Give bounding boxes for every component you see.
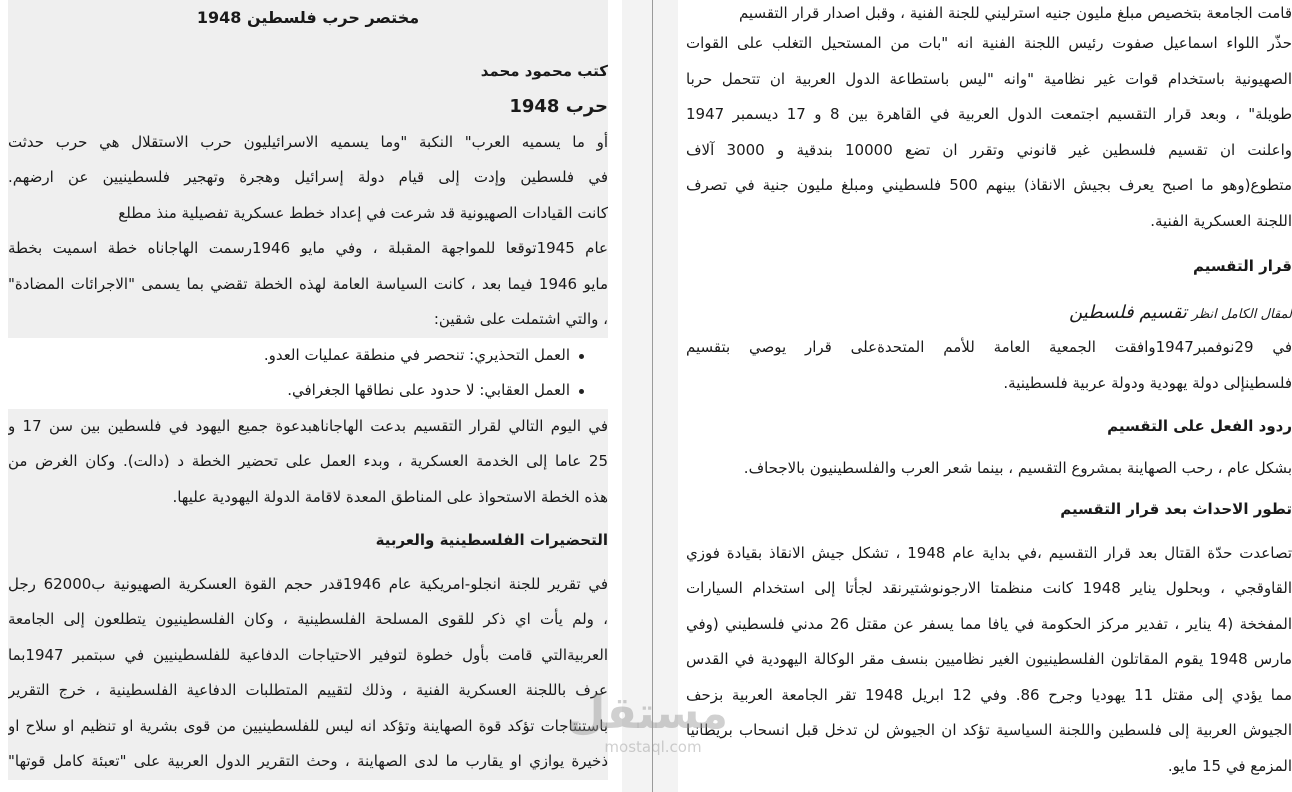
page-gutter xyxy=(622,0,678,792)
left-shaded-block-2 xyxy=(8,409,608,780)
author-line: كتب محمود محمد xyxy=(480,61,608,80)
paragraph-line: المزمع في 15 مايو. xyxy=(1167,756,1292,775)
paragraph-line: عام 1945توقعا للمواجهة المقبلة ، وفي مايو 1946رسمت الهاجاناه خطة اسميت بخطة xyxy=(8,239,608,257)
paragraph-line: تصاعدت حدّة القتال بعد قرار التقسيم ،في بداية عام 1948 ، تشكل جيش الانقاذ بقيادة فوزي xyxy=(686,543,1292,562)
bullet-icon xyxy=(579,354,584,359)
paragraph-line: باستنتاجات تؤكد قوة الصهاينة وتؤكد انه ليس للفلسطينيين من قوى بشرية او تنظيم او سلاح او xyxy=(8,716,608,735)
bullet-text: العمل التحذيري: تنحصر في منطقة عمليات العدو. xyxy=(263,345,570,364)
right-page-content xyxy=(686,0,1292,784)
paragraph-line: أو ما يسميه العرب" النكبة "وما يسميه الاسرائيليون حرب الاستقلال هي حرب حدثت xyxy=(8,132,608,151)
paragraph-line: مايو 1946 فيما بعد ، كانت السياسة العامة لهذه الخطة تقضي بما يسمى "الاجرائات المضادة" xyxy=(8,274,608,293)
paragraph-line: فلسطينإلى دولة يهودية ودولة عربية فلسطينية. xyxy=(1003,373,1292,392)
heading-partition: قرار التقسيم xyxy=(1193,257,1292,275)
document-page-left xyxy=(0,0,622,792)
paragraph-line: العربيةالتي قامت بأول خطوة لتوفير الاحتياجات الدفاعية للفلسطينيين في سبتمبر 1947بما xyxy=(8,645,608,664)
bullet-item-punitive xyxy=(8,373,608,409)
paragraph-line: الجيوش العربية إلى فلسطين واللجنة السياسية تؤكد ان الجيوش لن تدخل قبل انسحاب بريطانيا xyxy=(686,721,1292,739)
document-page-right xyxy=(678,0,1292,792)
bullet-item-warning xyxy=(8,338,608,374)
paragraph-line: مارس 1948 يقوم المقاتلون الفلسطينيون الغير نظاميين بنسف مقر الوكالة اليهودية في القدس xyxy=(686,650,1292,668)
paragraph-line: هذه الخطة الاستحواذ على المناطق المعدة لاقامة الدولة اليهودية عليها. xyxy=(172,487,608,506)
paragraph-line: المفخخة (4 يناير ، تفدير مركز الحكومة في يافا مما يسفر عن مقتل 26 مدني فلسطيني (وفي xyxy=(686,614,1292,633)
document-title: مختصر حرب فلسطين 1948 xyxy=(196,8,420,27)
watermark-word: مستقل xyxy=(567,688,728,739)
paragraph-line: ذخيرة يوازي او يقارب ما لدى الصهاينة ، وحث التقرير الدول العربية على "تعبئة كامل قوتها" xyxy=(8,752,608,770)
heading-preparations: التحضيرات الفلسطينية والعربية xyxy=(375,531,608,549)
see-also-prefix: لمقال الكامل انظر xyxy=(1191,306,1292,322)
paragraph-line: 25 عاما إلى الخدمة العسكرية ، وبدء العمل على تحضير الخطة د (دالت). وكان الغرض من xyxy=(8,452,608,470)
left-page-content xyxy=(8,0,608,780)
bullet-icon xyxy=(579,389,584,394)
see-also-line xyxy=(686,295,1292,331)
heading-events: تطور الاحداث بعد قرار التقسيم xyxy=(1060,500,1292,518)
page-divider xyxy=(652,0,653,792)
paragraph-line: القاوقجي ، وبحلول يناير 1948 كانت منظمتا الارجونوشتيرنقد لجأتا إلى استخدام السيارات xyxy=(686,579,1292,597)
paragraph-line: في اليوم التالي لقرار التقسيم بدعت الهاجاناهبدعوة جميع اليهود في فلسطين بين سن 17 و xyxy=(8,416,608,435)
heading-reactions: ردود الفعل على التقسيم xyxy=(1107,417,1292,435)
paragraph-line: طويلة" ، وبعد قرار التقسيم اجتمعت الدول العربية في القاهرة بين 8 و 17 ديسمبر 1947 xyxy=(686,105,1292,123)
paragraph-line: قامت الجامعة بتخصيص مبلغ مليون جنيه استرليني للجنة الفنية ، وقبل اصدار قرار التقسيم xyxy=(738,4,1292,22)
bullet-text: العمل العقابي: لا حدود على نطاقها الجغرافي. xyxy=(287,381,570,399)
paragraph-line: عرف باللجنة العسكرية الفنية ، وذلك لتقييم المتطلبات الدفاعية الفلسطينية ، خرج التقرير xyxy=(8,681,608,699)
heading-war-1948: حرب 1948 xyxy=(509,96,608,117)
paragraph-line: مما يؤدي إلى مقتل 11 يهوديا وجرح 86. وفي 12 ابريل 1948 تقر الجامعة العربية بزحف xyxy=(686,685,1292,704)
left-shaded-block xyxy=(8,0,608,338)
paragraph-line: اللجنة العسكرية الفنية. xyxy=(1150,211,1292,230)
paragraph-line: في فلسطين وإدت إلى قيام دولة إسرائيل وهجرة وتهجير فلسطينيين عن ارضهم. xyxy=(8,168,608,186)
paragraph-line: في 29نوفمبر1947وافقت الجمعية العامة للأمم المتحدةعلى قرار يوصي بتقسيم xyxy=(686,338,1292,356)
paragraph-line: حذّر اللواء اسماعيل صفوت رئيس اللجنة الفنية انه "بات من المستحيل التغلب على القوات xyxy=(686,34,1292,52)
paragraph-line: ، ولم يأت اي ذكر للقوى المسلحة الفلسطينية ، وكان الفلسطينيون يتطلعون إلى الجامعة xyxy=(8,610,608,628)
paragraph-line: كانت القيادات الصهيونية قد شرعت في إعداد خطط عسكرية تفصيلية منذ مطلع xyxy=(118,203,608,222)
paragraph-line: ، والتي اشتملت على شقين: xyxy=(433,310,608,328)
watermark xyxy=(567,688,728,756)
paragraph-line: بشكل عام ، رحب الصهاينة بمشروع التقسيم ، بينما شعر العرب والفلسطينيون بالاجحاف. xyxy=(743,458,1292,477)
paragraph-line: متطوع(وهو ما اصبح يعرف بجيش الانقاذ) بينهم 500 فلسطيني ومبلغ مليون جنية في تصرف xyxy=(686,176,1292,194)
watermark-site: mostaql.com xyxy=(604,738,702,756)
paragraph-line: واعلنت ان تقسيم فلسطين غير قانوني وتقرر ان تضع 10000 بندقية و 3000 آلاف xyxy=(686,140,1292,159)
paragraph-line: في تقرير للجنة انجلو-امريكية عام 1946قدر حجم القوة العسكرية الصهيونية ب62000 رجل xyxy=(8,574,608,593)
see-also-link[interactable]: تقسيم فلسطين xyxy=(1069,301,1187,323)
paragraph-line: الصهيونية باستخدام قوات غير نظامية "وانه "ليس باستطاعة الدول العربية ان تتحمل حربا xyxy=(686,69,1292,88)
